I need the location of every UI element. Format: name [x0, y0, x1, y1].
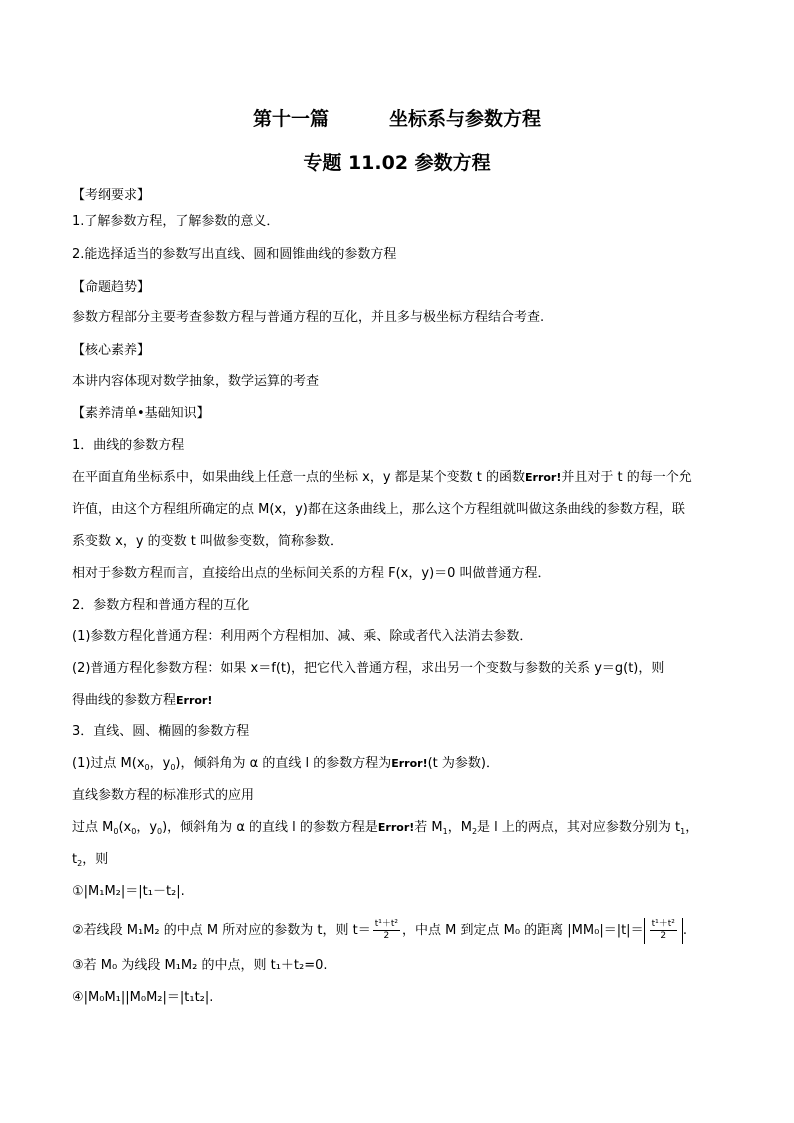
text-run: ②若线段 M₁M₂ 的中点 M 所对应的参数为 t，则 t＝	[72, 923, 371, 938]
paragraph-line	[72, 468, 724, 488]
text-run: ，y	[149, 756, 171, 771]
text-run: ，	[685, 820, 699, 835]
paragraph-line: (1)过点 $M(x_0$，$y_0$)，倾斜角为 α 的直线 l 的参数方程为Error!(t 为参数)．	[72, 756, 499, 772]
paragraph-line: 系变数 x，y 的变数 t 叫做参变数，简称参数．	[72, 534, 344, 549]
paragraph-line	[72, 691, 724, 711]
paragraph-line: $t_2$，则	[72, 852, 109, 868]
paragraph-line: 许值，由这个方程组所确定的点 M(x，y)都在这条曲线上，那么这个方程组就叫做这条曲线的参数方程，联	[72, 502, 685, 517]
fraction	[650, 919, 677, 942]
trend-text: 参数方程部分主要考查参数方程与普通方程的互化，并且多与极坐标方程结合考查.	[72, 310, 545, 325]
basics-heading: 【素养清单•基础知识】	[72, 406, 210, 421]
text-run: ，则	[82, 852, 109, 867]
text-run: (1)过点 M(x	[72, 756, 145, 771]
absolute-value	[644, 918, 683, 944]
text-run: 是 l 上的两点，其对应参数分别为 t	[477, 820, 681, 835]
conclusion-3: ③若 M₀ 为线段 M₁M₂ 的中点，则 t₁＋t₂=0.	[72, 958, 328, 973]
text-run: ，M	[447, 820, 472, 835]
text-run: 在平面直角坐标系中，如果曲线上任意一点的坐标 x，y 都是某个变数 t 的函数	[72, 470, 526, 485]
paragraph-line: (1)参数方程化普通方程：利用两个方程相加、减、乘、除或者代入法消去参数．	[72, 629, 533, 644]
error-field: Error!	[391, 757, 428, 770]
fraction-numerator: t¹＋t²	[374, 919, 398, 929]
page-subtitle: 专题 11.02 参数方程	[303, 152, 491, 174]
heading-conversion: 2．参数方程和普通方程的互化	[72, 598, 250, 613]
fraction	[373, 919, 400, 942]
conclusion-4: ④|M₀M₁||M₀M₂|＝|t₁t₂|.	[72, 990, 214, 1005]
heading-line-circle-ellipse: 3．直线、圆、椭圆的参数方程	[72, 724, 250, 739]
syllabus-heading: 【考纲要求】	[72, 188, 151, 203]
fraction-denominator: 2	[660, 930, 667, 941]
text-run: ，y	[136, 820, 158, 835]
core-heading: 【核心素养】	[72, 343, 151, 358]
syllabus-item-1: 1.了解参数方程，了解参数的意义．	[72, 214, 280, 229]
error-field: Error!	[176, 694, 213, 707]
core-text: 本讲内容体现对数学抽象，数学运算的考查	[72, 374, 320, 389]
heading-curve-param: 1．曲线的参数方程	[72, 438, 185, 453]
fraction-denominator: 2	[383, 931, 390, 941]
conclusion-2	[72, 916, 724, 946]
text-run: )，倾斜角为 α 的直线 l 的参数方程是	[162, 820, 378, 835]
text-run: 过点 M	[72, 820, 114, 835]
syllabus-item-2: 2.能选择适当的参数写出直线、圆和圆锥曲线的参数方程	[72, 247, 397, 262]
paragraph-line: 直线参数方程的标准形式的应用	[72, 788, 255, 803]
text-run: (t 为参数)．	[427, 756, 499, 771]
part-title: 第十一篇	[252, 108, 329, 130]
error-field: Error!	[377, 821, 415, 834]
text-run: 得曲线的参数方程	[72, 693, 177, 708]
paragraph-line: (2)普通方程化参数方程：如果 x＝f(t)，把它代入普通方程，求出另一个变数与参数的关系 y＝g(t)，则	[72, 661, 665, 676]
text-run: 并且对于 t 的每一个允	[561, 470, 692, 485]
text-run: t	[72, 852, 78, 867]
text-run: 若 M	[414, 820, 443, 835]
trend-heading: 【命题趋势】	[72, 280, 151, 295]
text-run: (x	[118, 820, 132, 835]
text-run: .	[682, 923, 687, 938]
error-field: Error!	[525, 471, 562, 484]
paragraph-line: 相对于参数方程而言，直接给出点的坐标间关系的方程 F(x，y)＝0 叫做普通方程．	[72, 566, 551, 581]
topic-title: 坐标系与参数方程	[389, 108, 542, 130]
fraction-numerator: t¹＋t²	[651, 918, 675, 929]
paragraph-line: 过点 $M_0(x_0$，$y_0$)，倾斜角为 α 的直线 l 的参数方程是Error!若 $M_1$，$M_2$是 l 上的两点，其对应参数分别为 $t_1$，	[72, 820, 699, 836]
text-run: ，中点 M 到定点 M₀ 的距离 |MM₀|＝|t|＝	[402, 923, 644, 938]
conclusion-1: ①|M₁M₂|＝|t₁－t₂|.	[72, 884, 185, 899]
page-title	[0, 104, 794, 131]
text-run: )，倾斜角为 α 的直线 l 的参数方程为	[175, 756, 392, 771]
